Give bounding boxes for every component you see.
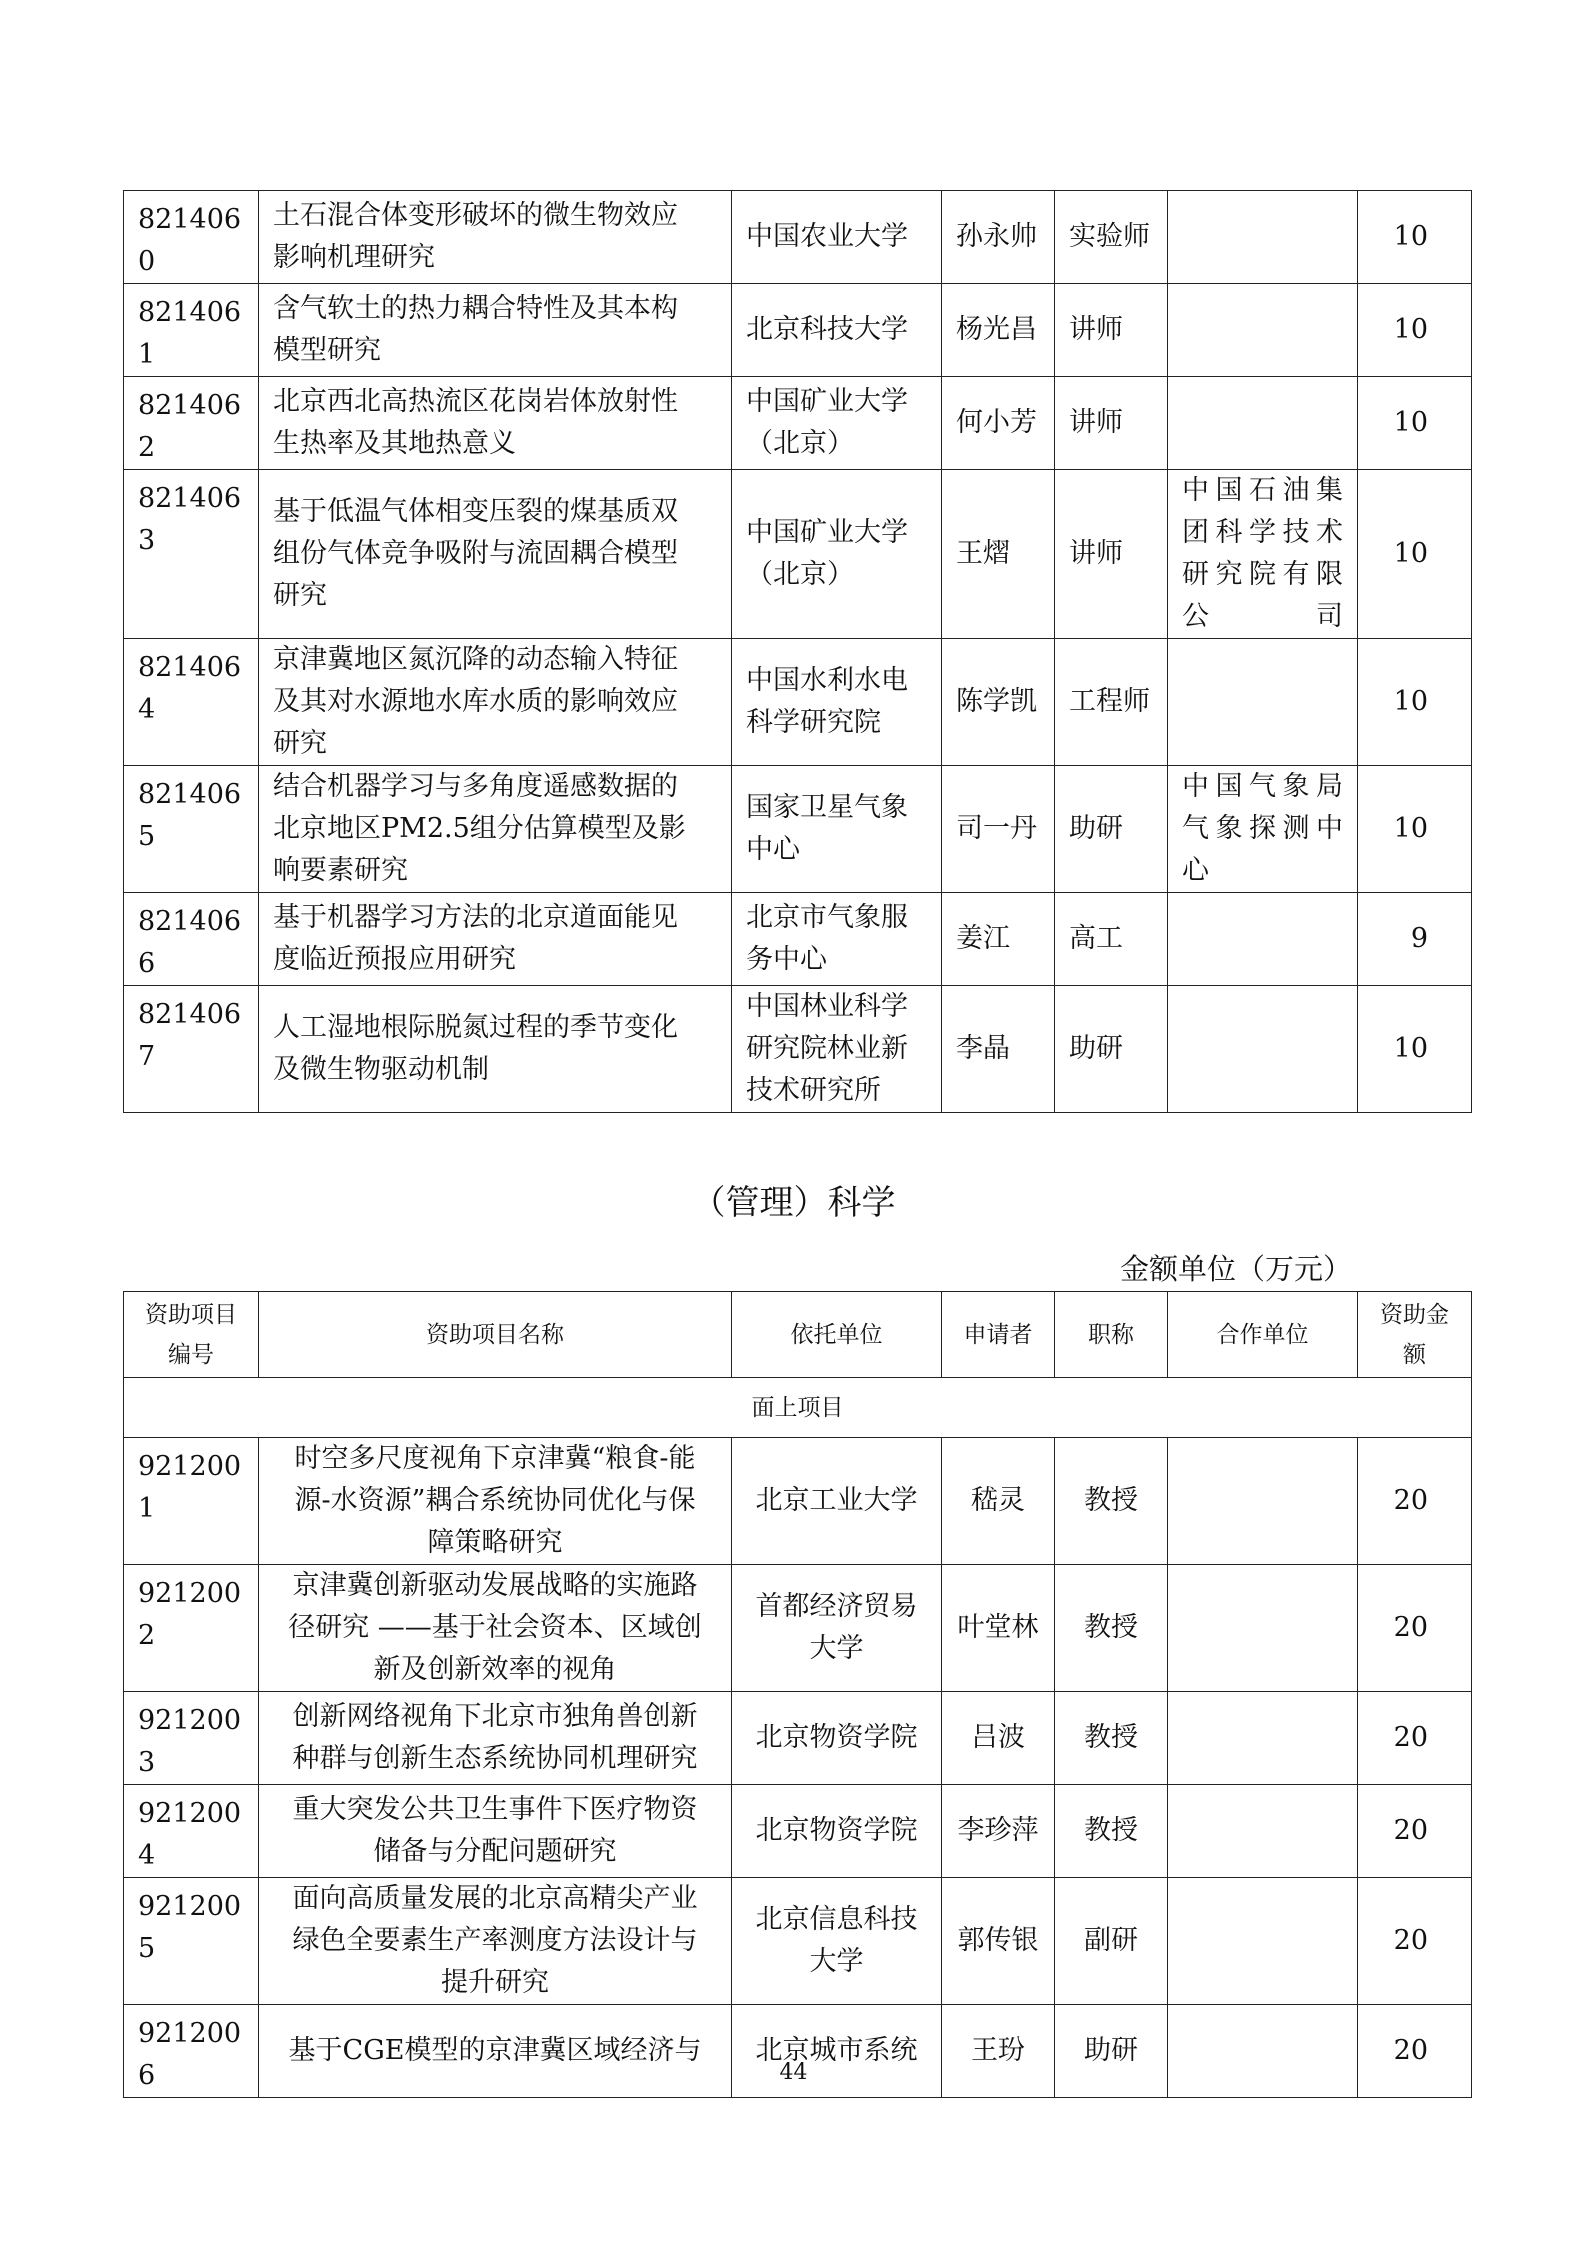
funded-projects-table-earth-science	[123, 190, 1472, 1113]
funding-amount: 20	[1358, 1565, 1472, 1692]
job-title: 教授	[1055, 1565, 1168, 1692]
project-name: 重大突发公共卫生事件下医疗物资 储备与分配问题研究	[259, 1785, 732, 1878]
table-row	[124, 893, 1472, 986]
table-header-row	[124, 1292, 1472, 1378]
funding-amount: 10	[1358, 191, 1472, 284]
applicant: 李珍萍	[942, 1785, 1055, 1878]
job-title: 实验师	[1055, 191, 1168, 284]
funding-amount: 20	[1358, 1692, 1472, 1785]
amount-unit-note: 金额单位（万元）	[1120, 1252, 1353, 1286]
table-row	[124, 191, 1472, 284]
table-row	[124, 1692, 1472, 1785]
host-unit: 中国矿业大学 （北京）	[732, 470, 942, 639]
table-row	[124, 1438, 1472, 1565]
table-row	[124, 284, 1472, 377]
partner-unit	[1168, 284, 1358, 377]
header-amount: 资助金 额	[1358, 1292, 1472, 1378]
subheader-row	[124, 1378, 1472, 1438]
partner-unit	[1168, 1565, 1358, 1692]
host-unit: 中国矿业大学 （北京）	[732, 377, 942, 470]
host-unit: 中国农业大学	[732, 191, 942, 284]
funding-amount: 20	[1358, 2005, 1472, 2098]
project-code: 8214065	[124, 766, 259, 893]
funding-amount: 9	[1358, 893, 1472, 986]
project-name: 含气软土的热力耦合特性及其本构 模型研究	[259, 284, 732, 377]
project-name: 京津冀创新驱动发展战略的实施路 径研究 ——基于社会资本、区域创 新及创新效率的视角	[259, 1565, 732, 1692]
applicant: 王玢	[942, 2005, 1055, 2098]
project-name: 结合机器学习与多角度遥感数据的 北京地区PM2.5组分估算模型及影 响要素研究	[259, 766, 732, 893]
applicant: 陈学凯	[942, 639, 1055, 766]
table-row	[124, 639, 1472, 766]
host-unit: 中国林业科学 研究院林业新 技术研究所	[732, 986, 942, 1113]
applicant: 姜江	[942, 893, 1055, 986]
project-code: 9212003	[124, 1692, 259, 1785]
partner-unit	[1168, 1785, 1358, 1878]
funding-amount: 20	[1358, 1785, 1472, 1878]
job-title: 高工	[1055, 893, 1168, 986]
project-name: 时空多尺度视角下京津冀“粮食-能 源-水资源”耦合系统协同优化与保 障策略研究	[259, 1438, 732, 1565]
table-row	[124, 986, 1472, 1113]
project-name: 土石混合体变形破坏的微生物效应 影响机理研究	[259, 191, 732, 284]
table-row	[124, 1565, 1472, 1692]
project-code: 8214066	[124, 893, 259, 986]
job-title: 教授	[1055, 1692, 1168, 1785]
applicant: 郭传银	[942, 1878, 1055, 2005]
project-name: 基于机器学习方法的北京道面能见 度临近预报应用研究	[259, 893, 732, 986]
project-code: 9212001	[124, 1438, 259, 1565]
project-code: 8214063	[124, 470, 259, 639]
job-title: 教授	[1055, 1438, 1168, 1565]
project-code: 8214062	[124, 377, 259, 470]
project-name: 基于低温气体相变压裂的煤基质双 组份气体竞争吸附与流固耦合模型 研究	[259, 470, 732, 639]
project-code: 9212002	[124, 1565, 259, 1692]
partner-unit	[1168, 639, 1358, 766]
host-unit: 北京物资学院	[732, 1785, 942, 1878]
host-unit: 北京城市系统	[732, 2005, 942, 2098]
table-row	[124, 377, 1472, 470]
section-title: （管理）科学	[691, 1183, 896, 1223]
applicant: 何小芳	[942, 377, 1055, 470]
table-row	[124, 766, 1472, 893]
project-name: 人工湿地根际脱氮过程的季节变化 及微生物驱动机制	[259, 986, 732, 1113]
job-title: 讲师	[1055, 470, 1168, 639]
partner-unit: 中国石油集 团科学技术 研究院有限 公司	[1168, 470, 1358, 639]
host-unit: 北京工业大学	[732, 1438, 942, 1565]
project-code: 9212006	[124, 2005, 259, 2098]
host-unit: 中国水利水电 科学研究院	[732, 639, 942, 766]
job-title: 教授	[1055, 1785, 1168, 1878]
funding-amount: 10	[1358, 639, 1472, 766]
project-code: 8214061	[124, 284, 259, 377]
applicant: 嵇灵	[942, 1438, 1055, 1565]
applicant: 王熠	[942, 470, 1055, 639]
applicant: 吕波	[942, 1692, 1055, 1785]
job-title: 讲师	[1055, 284, 1168, 377]
subheader-general-projects: 面上项目	[124, 1378, 1472, 1438]
funding-amount: 10	[1358, 986, 1472, 1113]
partner-unit	[1168, 1878, 1358, 2005]
project-name: 创新网络视角下北京市独角兽创新 种群与创新生态系统协同机理研究	[259, 1692, 732, 1785]
project-code: 9212004	[124, 1785, 259, 1878]
applicant: 孙永帅	[942, 191, 1055, 284]
job-title: 讲师	[1055, 377, 1168, 470]
header-applicant: 申请者	[942, 1292, 1055, 1378]
project-name: 北京西北高热流区花岗岩体放射性 生热率及其地热意义	[259, 377, 732, 470]
host-unit: 北京信息科技 大学	[732, 1878, 942, 2005]
funding-amount: 10	[1358, 470, 1472, 639]
table-row	[124, 470, 1472, 639]
partner-unit: 中国气象局 气象探测中 心	[1168, 766, 1358, 893]
host-unit: 国家卫星气象 中心	[732, 766, 942, 893]
partner-unit	[1168, 377, 1358, 470]
project-code: 9212005	[124, 1878, 259, 2005]
job-title: 副研	[1055, 1878, 1168, 2005]
applicant: 李晶	[942, 986, 1055, 1113]
partner-unit	[1168, 1692, 1358, 1785]
partner-unit	[1168, 1438, 1358, 1565]
header-name: 资助项目名称	[259, 1292, 732, 1378]
job-title: 助研	[1055, 986, 1168, 1113]
host-unit: 首都经济贸易 大学	[732, 1565, 942, 1692]
header-title: 职称	[1055, 1292, 1168, 1378]
applicant: 叶堂林	[942, 1565, 1055, 1692]
header-partner: 合作单位	[1168, 1292, 1358, 1378]
applicant: 杨光昌	[942, 284, 1055, 377]
funding-amount: 10	[1358, 377, 1472, 470]
project-name: 基于CGE模型的京津冀区域经济与	[259, 2005, 732, 2098]
project-name: 京津冀地区氮沉降的动态输入特征 及其对水源地水库水质的影响效应 研究	[259, 639, 732, 766]
host-unit: 北京科技大学	[732, 284, 942, 377]
funding-amount: 20	[1358, 1878, 1472, 2005]
applicant: 司一丹	[942, 766, 1055, 893]
funding-amount: 20	[1358, 1438, 1472, 1565]
partner-unit	[1168, 893, 1358, 986]
page-number: 44	[779, 2060, 808, 2085]
project-code: 8214067	[124, 986, 259, 1113]
job-title: 助研	[1055, 766, 1168, 893]
host-unit: 北京物资学院	[732, 1692, 942, 1785]
funded-projects-table-management-science	[123, 1291, 1472, 2098]
partner-unit	[1168, 986, 1358, 1113]
table-row	[124, 1878, 1472, 2005]
partner-unit	[1168, 191, 1358, 284]
header-code: 资助项目 编号	[124, 1292, 259, 1378]
host-unit: 北京市气象服 务中心	[732, 893, 942, 986]
job-title: 助研	[1055, 2005, 1168, 2098]
job-title: 工程师	[1055, 639, 1168, 766]
project-name: 面向高质量发展的北京高精尖产业 绿色全要素生产率测度方法设计与 提升研究	[259, 1878, 732, 2005]
table-row	[124, 1785, 1472, 1878]
project-code: 8214060	[124, 191, 259, 284]
funding-amount: 10	[1358, 284, 1472, 377]
project-code: 8214064	[124, 639, 259, 766]
funding-amount: 10	[1358, 766, 1472, 893]
header-unit: 依托单位	[732, 1292, 942, 1378]
